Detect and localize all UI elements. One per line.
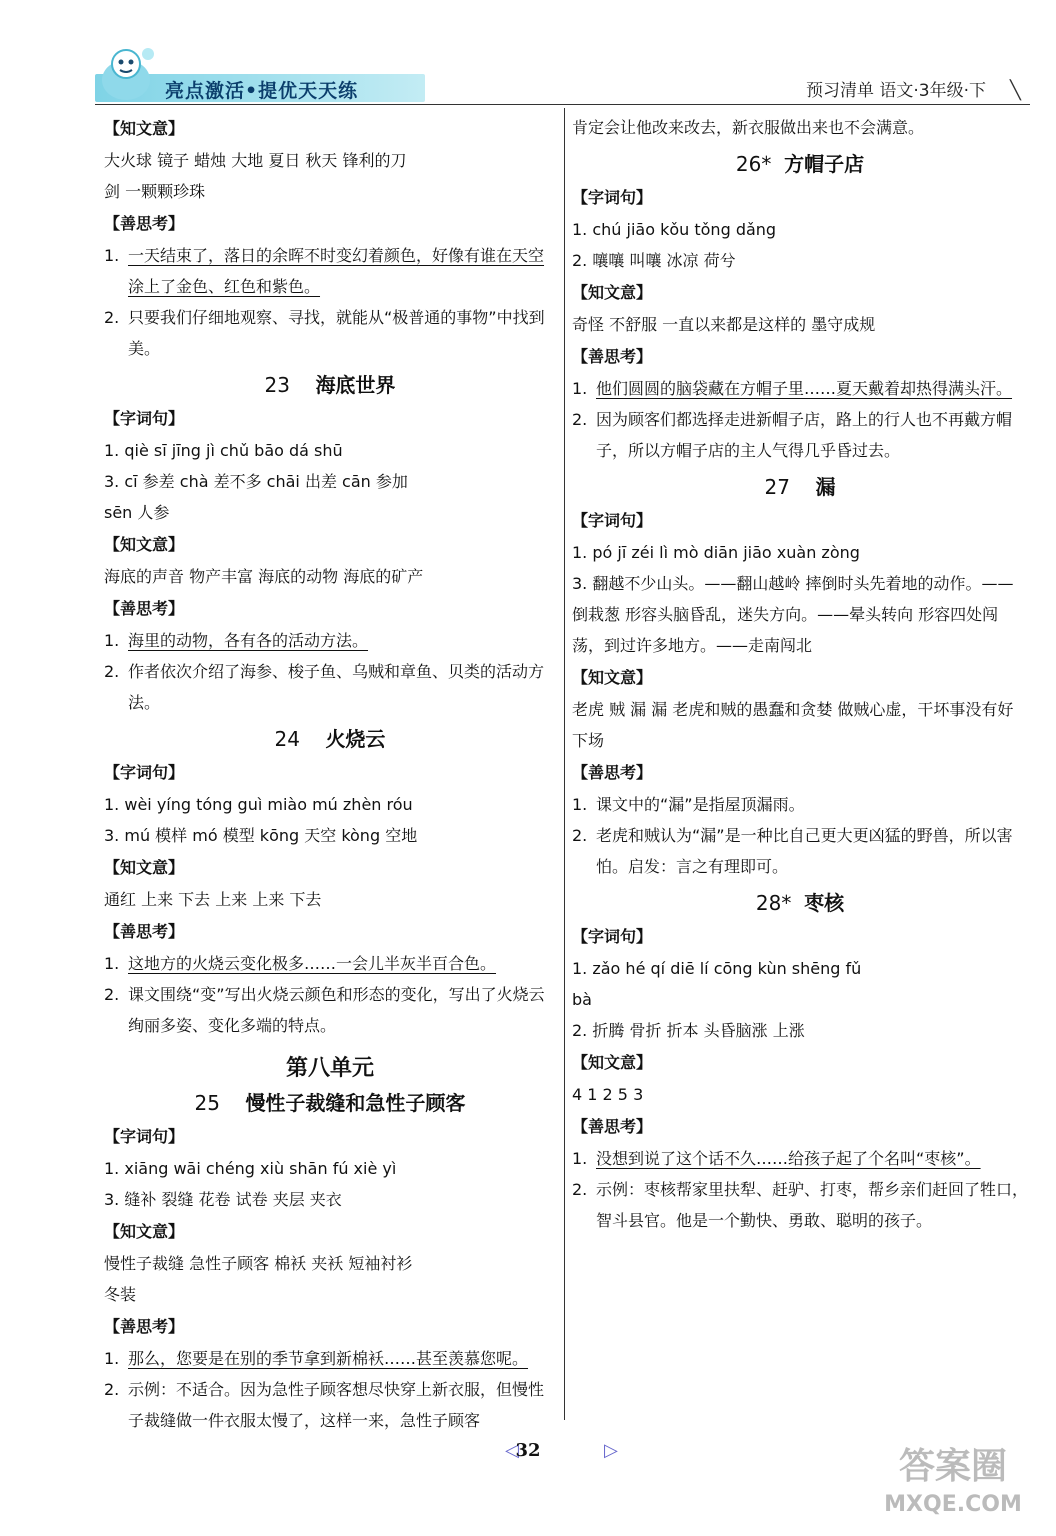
question-answer: 这地方的火烧云变化极多……一会儿半灰半百合色。 <box>128 954 497 973</box>
section-label: 【知文意】 <box>572 283 653 302</box>
section-label: 【知文意】 <box>572 668 653 687</box>
question-item <box>572 789 1028 820</box>
answer-line: 3. 翻越不少山头。——翻山越岭 摔倒时头先着地的动作。——倒栽葱 形容头脑昏乱，迷失方向。——晕头转向 形容四处闯荡，到过许多地方。——走南闯北 <box>572 574 1014 655</box>
lesson-title <box>572 147 1028 181</box>
answer-line: 3. 缝补 裂缝 花卷 试卷 夹层 夹衣 <box>104 1190 342 1209</box>
section-label: 【善思考】 <box>104 599 185 618</box>
lesson-name: 火烧云 <box>325 727 386 751</box>
lesson-title <box>572 470 1028 504</box>
lesson-title <box>104 1086 556 1120</box>
lesson-number: 25 <box>194 1091 220 1115</box>
section-label: 【字词句】 <box>104 763 185 782</box>
answer-line: 1. chú jiāo kǒu tǒng dǎng <box>572 220 777 239</box>
section-label: 【善思考】 <box>572 1117 653 1136</box>
lesson-title <box>104 722 556 756</box>
section-label: 【知文意】 <box>104 535 185 554</box>
question-answer: 示例：枣核帮家里扶犁、赶驴、打枣，帮乡亲们赶回了牲口，智斗县官。他是一个勤快、勇敢、聪明的孩子。 <box>596 1180 1029 1230</box>
answer-line: 2. 嚷嚷 叫嚷 冰凉 荷兮 <box>572 251 736 270</box>
answer-line: 2. 折腾 骨折 折本 头昏脑涨 上涨 <box>572 1021 805 1040</box>
question-item <box>572 373 1028 404</box>
next-page-arrow-icon: ▷ <box>604 1440 618 1461</box>
question-answer: 因为顾客们都选择走进新帽子店，路上的行人也不再戴方帽子，所以方帽子店的主人气得几乎昏过去。 <box>596 410 1013 460</box>
left-column <box>104 112 556 1436</box>
section-label: 【字词句】 <box>572 188 653 207</box>
section-label: 【善思考】 <box>104 214 185 233</box>
question-answer: 他们圆圆的脑袋藏在方帽子里……夏天戴着却热得满头汗。 <box>596 379 1013 398</box>
question-answer: 课文围绕“变”写出火烧云颜色和形态的变化，写出了火烧云绚丽多姿、变化多端的特点。 <box>128 985 545 1035</box>
question-answer: 只要我们仔细地观察、寻找，就能从“极普通的事物”中找到美。 <box>128 308 545 358</box>
lesson-number: 28* <box>755 891 792 915</box>
question-item <box>104 948 556 979</box>
question-item <box>104 302 556 364</box>
lesson-name: 慢性子裁缝和急性子顾客 <box>245 1091 466 1115</box>
question-item <box>572 1174 1028 1236</box>
lesson-number: 27 <box>764 475 790 499</box>
answer-line: 冬装 <box>104 1285 137 1304</box>
watermark-url: MXQE.COM <box>884 1492 1022 1517</box>
question-answer: 示例：不适合。因为急性子顾客想尽快穿上新衣服，但慢性子裁缝做一件衣服太慢了，这样一来，急性子顾客 <box>128 1380 545 1430</box>
question-answer: 海里的动物，各有各的活动方法。 <box>128 631 369 650</box>
section-label: 【字词句】 <box>104 409 185 428</box>
answer-line: 1. wèi yíng tóng guì miào mú zhèn róu <box>104 795 413 814</box>
answer-line: 1. zǎo hé qí diē lí cōng kùn shēng fǔ <box>572 959 862 978</box>
section-label: 【字词句】 <box>104 1127 185 1146</box>
section-label: 【知文意】 <box>572 1053 653 1072</box>
header-title: 亮点激活•提优天天练 <box>165 80 359 102</box>
section-label: 【知文意】 <box>104 1222 185 1241</box>
lesson-name: 枣核 <box>804 891 845 915</box>
question-number: 2. <box>572 410 588 429</box>
lesson-number: 24 <box>274 727 300 751</box>
answer-line: 通红 上来 下去 上来 上来 下去 <box>104 890 322 909</box>
question-number: 1. <box>572 379 588 398</box>
question-number: 1. <box>104 246 120 265</box>
page-number: 32 <box>515 1440 541 1461</box>
right-column <box>572 112 1028 1236</box>
lesson-name: 方帽子店 <box>784 152 865 176</box>
question-answer: 那么，您要是在别的季节拿到新棉袄……甚至羡慕您呢。 <box>128 1349 529 1368</box>
question-item <box>104 979 556 1041</box>
section-label: 【知文意】 <box>104 858 185 877</box>
question-answer: 没想到说了这个话不久……给孩子起了个名叫“枣核”。 <box>596 1149 981 1168</box>
question-answer: 一天结束了，落日的余晖不时变幻着颜色，好像有谁在天空涂上了金色、红色和紫色。 <box>128 246 545 296</box>
question-item <box>572 820 1028 882</box>
question-item <box>104 656 556 718</box>
answer-line: 老虎 贼 漏 漏 老虎和贼的愚蠢和贪婪 做贼心虚，干坏事没有好下场 <box>572 700 1014 750</box>
question-answer: 作者依次介绍了海参、梭子鱼、乌贼和章鱼、贝类的活动方法。 <box>128 662 545 712</box>
question-item <box>104 1374 556 1436</box>
question-answer: 老虎和贼认为“漏”是一种比自己更大更凶猛的野兽，所以害怕。启发：言之有理即可。 <box>596 826 1013 876</box>
answer-line: 慢性子裁缝 急性子顾客 棉袄 夹袄 短袖衬衫 <box>104 1254 413 1273</box>
column-divider <box>564 108 565 1420</box>
answer-line: 奇怪 不舒服 一直以来都是这样的 墨守成规 <box>572 315 876 334</box>
header-rule <box>95 104 1030 105</box>
lesson-name: 漏 <box>815 475 836 499</box>
watermark-text: 答案圈 <box>898 1446 1007 1487</box>
section-label: 【字词句】 <box>572 927 653 946</box>
lesson-number: 26* <box>735 152 772 176</box>
question-number: 2. <box>104 662 120 681</box>
answer-line: 海底的声音 物产丰富 海底的动物 海底的矿产 <box>104 567 424 586</box>
answer-line: 3. cī 参差 chà 差不多 chāi 出差 cān 参加 <box>104 472 408 491</box>
question-item <box>104 1343 556 1374</box>
answer-line: 3. mú 模样 mó 模型 kōng 天空 kòng 空地 <box>104 826 418 845</box>
section-label: 【知文意】 <box>104 119 185 138</box>
section-label: 【字词句】 <box>572 511 653 530</box>
answer-line: 剑 一颗颗珍珠 <box>104 182 206 201</box>
section-label: 【善思考】 <box>104 922 185 941</box>
lesson-number: 23 <box>264 373 290 397</box>
header-subject: 预习清单 语文·3年级·下 <box>805 81 986 101</box>
answer-line: 1. qiè sī jīng jì chǔ bāo dá shū <box>104 441 343 460</box>
answer-line: 肯定会让他改来改去，新衣服做出来也不会满意。 <box>572 118 925 137</box>
question-number: 1. <box>104 954 120 973</box>
question-item <box>104 240 556 302</box>
question-number: 2. <box>104 985 120 1004</box>
watermark-logo <box>878 1448 1028 1526</box>
question-item <box>572 404 1028 466</box>
question-item <box>104 625 556 656</box>
header-slash: ╲ <box>1010 80 1021 101</box>
question-number: 2. <box>572 826 588 845</box>
answer-line: bà <box>572 990 592 1009</box>
question-number: 1. <box>104 1349 120 1368</box>
answer-line: sēn 人参 <box>104 503 170 522</box>
lesson-title <box>104 368 556 402</box>
mascot-logo <box>96 42 166 104</box>
question-number: 2. <box>104 308 120 327</box>
prev-page-arrow-icon: ◁ <box>505 1440 519 1461</box>
question-answer: 课文中的“漏”是指屋顶漏雨。 <box>596 795 805 814</box>
question-number: 2. <box>104 1380 120 1399</box>
section-label: 【善思考】 <box>572 347 653 366</box>
section-label: 【善思考】 <box>104 1317 185 1336</box>
answer-line: 大火球 镜子 蜡烛 大地 夏日 秋天 锋利的刀 <box>104 151 407 170</box>
question-number: 1. <box>572 1149 588 1168</box>
section-label: 【善思考】 <box>572 763 653 782</box>
lesson-name: 海底世界 <box>315 373 396 397</box>
question-number: 2. <box>572 1180 588 1199</box>
question-item <box>572 1143 1028 1174</box>
answer-line: 1. xiāng wāi chéng xiù shān fú xiè yì <box>104 1159 397 1178</box>
lesson-title <box>572 886 1028 920</box>
answer-line: 4 1 2 5 3 <box>572 1085 644 1104</box>
answer-line: 1. pó jī zéi lì mò diān jiāo xuàn zòng <box>572 543 860 562</box>
question-number: 1. <box>572 795 588 814</box>
question-number: 1. <box>104 631 120 650</box>
unit-heading: 第八单元 <box>285 1056 374 1081</box>
